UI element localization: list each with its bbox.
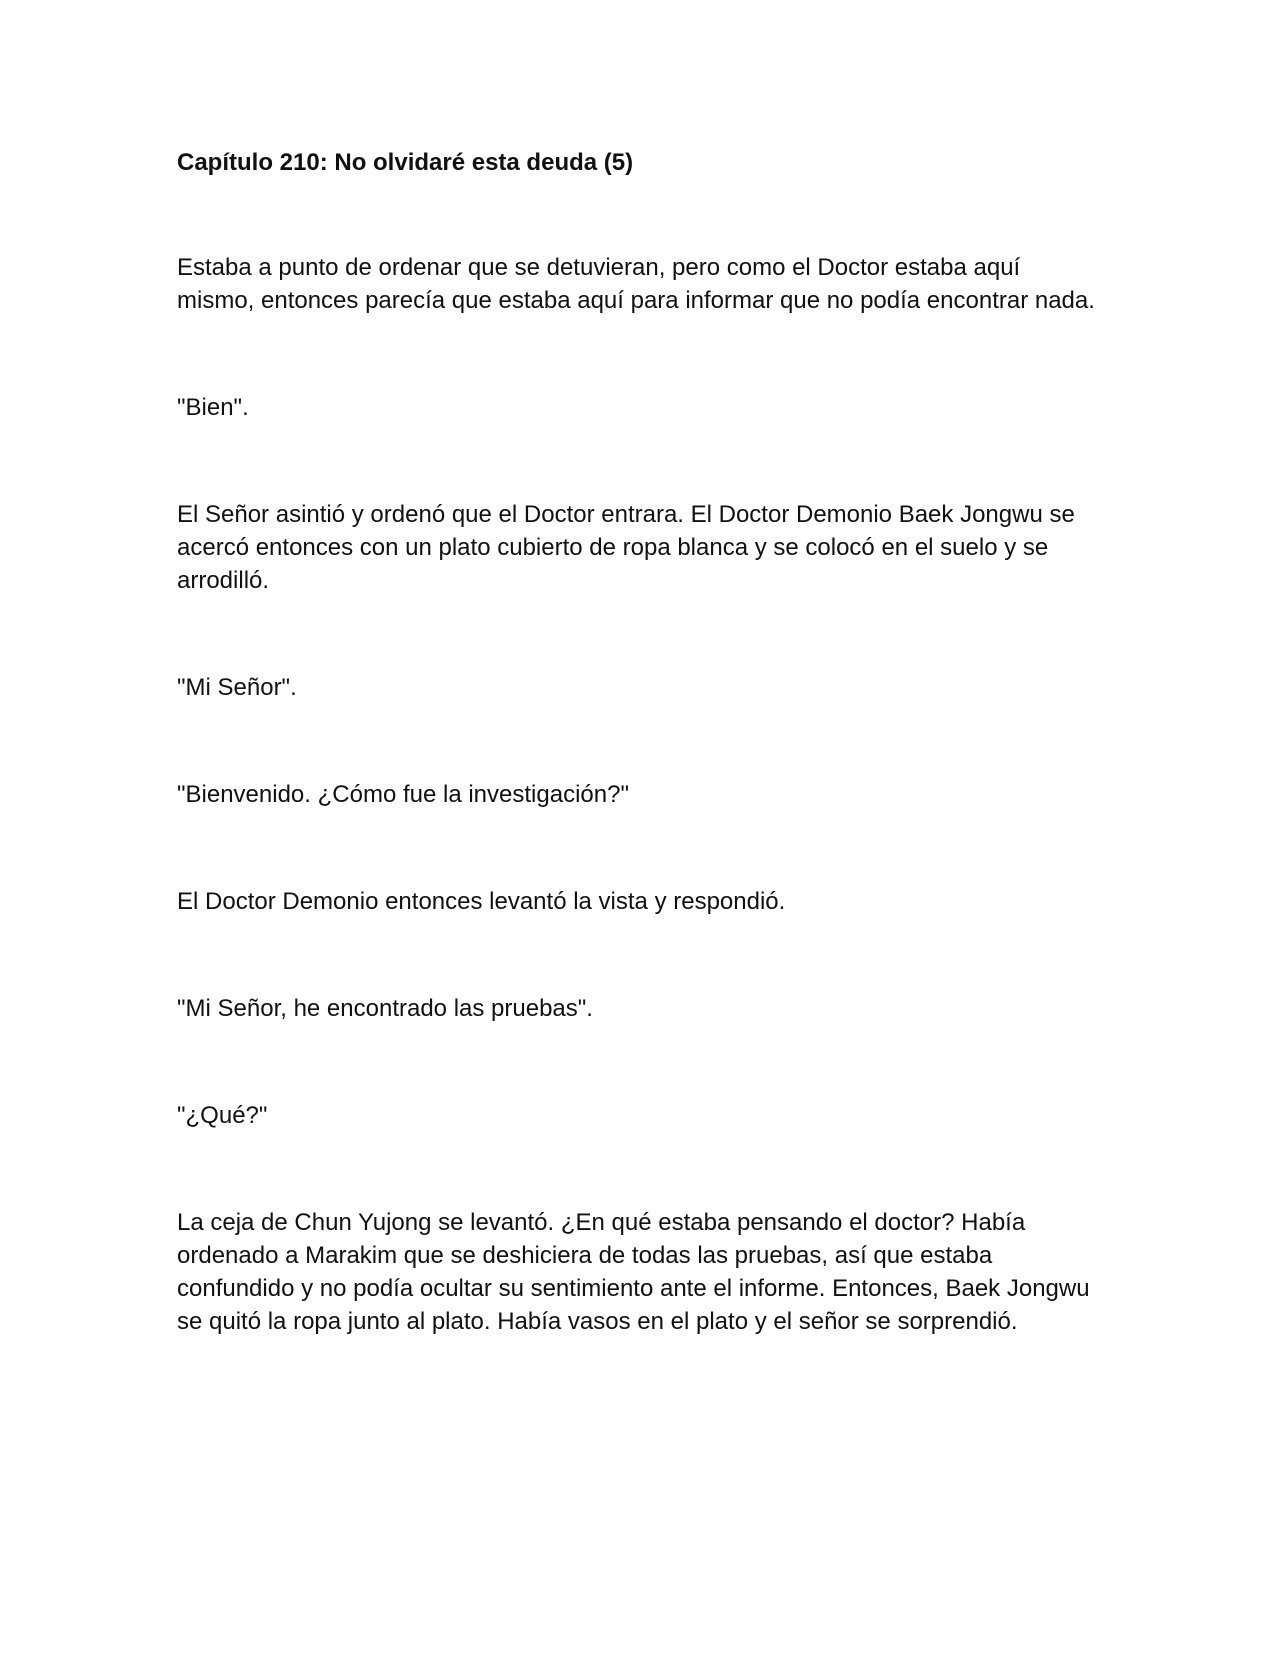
chapter-title: Capítulo 210: No olvidaré esta deuda (5) [177,149,634,176]
paragraph: "Mi Señor". [177,674,297,701]
paragraph: "Bienvenido. ¿Cómo fue la investigación?" [177,781,629,808]
paragraph: La ceja de Chun Yujong se levantó. ¿En qué estaba pensando el doctor? Había ordenado a Marakim que se deshiciera de todas las pruebas, así que estaba confundido y no podía ocultar su sentimiento ante el informe. Entonces, Baek Jongwu se quitó la ropa junto al plato. Había vasos en el plato y el señor se sorprendió. [177,1209,1090,1335]
paragraph: "¿Qué?" [177,1102,268,1129]
document-body [177,146,1097,1338]
paragraph: El Señor asintió y ordenó que el Doctor entrara. El Doctor Demonio Baek Jongwu se acercó entonces con un plato cubierto de ropa blanca y se colocó en el suelo y se arrodilló. [177,501,1075,594]
paragraph: "Mi Señor, he encontrado las pruebas". [177,995,593,1022]
paragraph: "Bien". [177,394,249,421]
paragraph: El Doctor Demonio entonces levantó la vista y respondió. [177,888,786,915]
paragraph: Estaba a punto de ordenar que se detuvieran, pero como el Doctor estaba aquí mismo, entonces parecía que estaba aquí para informar que no podía encontrar nada. [177,254,1095,314]
